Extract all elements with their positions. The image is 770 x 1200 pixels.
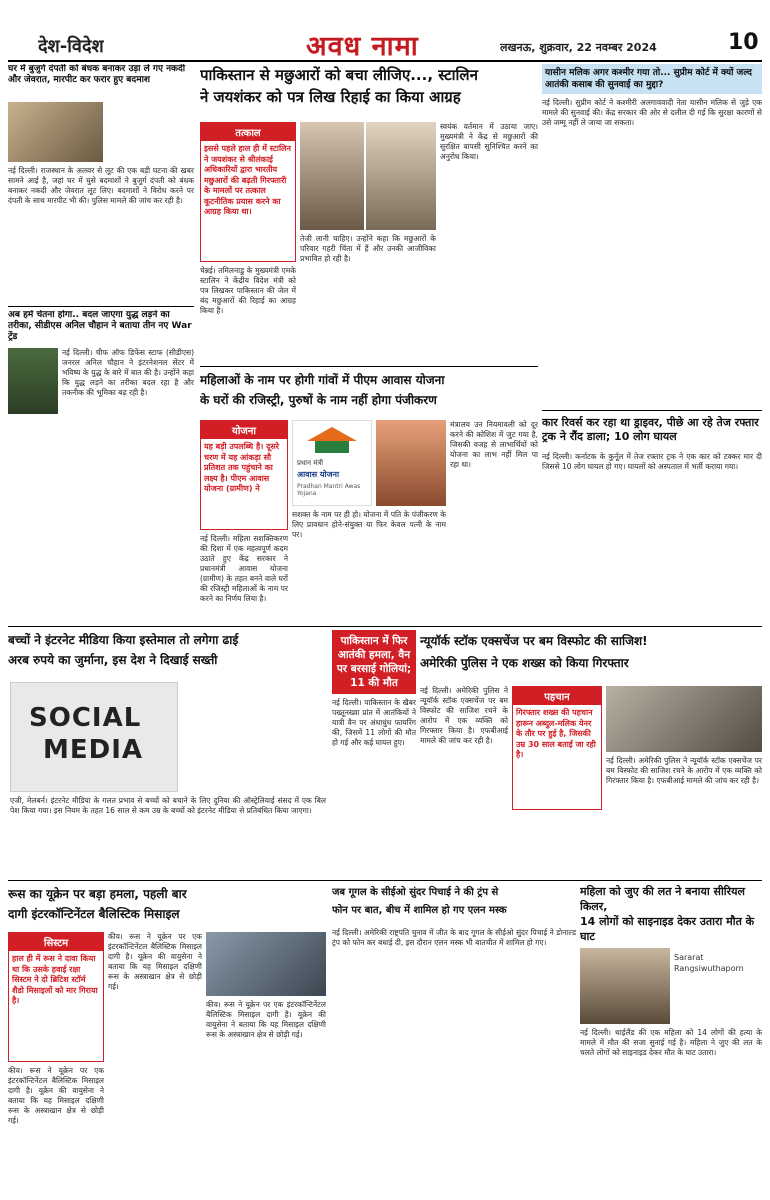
stalin-headline-line2: ने जयशंकर को पत्र लिख रिहाई का किया आग्रह: [200, 88, 461, 106]
missile-body-2: कीव। रूस ने यूक्रेन पर एक इंटरकॉन्टिनेंटल बैलिस्टिक मिसाइल दागी है। यूक्रेन की वायुसेना ने बताया कि यह मिसाइल दक्षिणी रूस के अस्त्राखान क्षेत्र से छोड़ी गई।: [108, 932, 202, 991]
yojana-pullquote: यह बड़ी उपलब्धि है। दूसरे चरण में यह आंकड़ा सौ प्रतिशत तक पहुंचाने का लक्ष्य है। पीएम आवास योजना (ग्रामीण) ने: [204, 442, 280, 493]
yojana-pullquote-box: [200, 420, 288, 530]
missile-pullquote: हाल ही में रूस ने दावा किया था कि उसके हवाई रक्षा सिस्टम ने दो ब्रिटिश स्टॉर्म शैडो मिसाइलों को मार गिराया है।: [12, 954, 98, 1005]
masthead: [8, 6, 762, 60]
yojana-photo: [376, 420, 446, 506]
social-headline: [8, 630, 328, 678]
nyse-headline: [420, 630, 762, 682]
nyse-headline-line2: अमेरिकी पुलिस ने एक शख्स को किया गिरफ्तार: [420, 656, 629, 670]
story-robbery-body: नई दिल्ली। राजस्थान के अलवर से लूट की एक बड़ी घटना की खबर सामने आई है, जहां घर में घुसे बदमाशों ने बुजुर्ग दंपती को बंधक बनाकर नकदी और जेवरात लूट लिए। बदमाशों ने विरोध करने पर दंपती के साथ मारपीट भी की। पुलिस मामले की जांच कर रही है।: [8, 166, 194, 205]
social-headline-line1: बच्चों ने इंटरनेट मीडिया किया इस्तेमाल तो लगेगा ढाई: [8, 633, 239, 647]
missile-body: कीव। रूस ने यूक्रेन पर एक इंटरकॉन्टिनेंटल बैलिस्टिक मिसाइल दागी है। यूक्रेन की वायुसेना ने बताया कि यह मिसाइल दक्षिणी रूस के अस्त्राखान क्षेत्र से छोड़ी गई।: [8, 1066, 104, 1125]
divider: [8, 306, 194, 307]
yojana-logo: [292, 420, 372, 506]
nyse-pullquote: गिरफ्तार शख्स की पहचान हारून अब्दुल-मलिक येनर के तौर पर हुई है, जिसकी उम्र 30 साल बताई जा रही है।: [516, 708, 596, 759]
pak-attack-body: नई दिल्ली। पाकिस्तान के खैबर पख्तूनख्वा प्रांत में आतंकियों ने यात्री वैन पर अंधाधुंध फायरिंग की, जिसमें 11 लोगों की मौत हो गई और कई घायल हुए।: [332, 698, 416, 747]
missile-tag: सिस्टम: [9, 933, 103, 951]
yojana-headline-line2: के घरों की रजिस्ट्री, पुरुषों के नाम नहीं होगा पंजीकरण: [200, 393, 437, 407]
google-headline: [332, 884, 576, 926]
yasin-headline: यासीन मलिक अगर कश्मीर गया तो... सुप्रीम कोर्ट में क्यों जल्द आतंकी कसाब की सुनवाई का मुद्दा?: [542, 64, 762, 94]
killer-body: नई दिल्ली। थाईलैंड की एक महिला को 14 लोगों की हत्या के मामले में मौत की सजा सुनाई गई है। महिला ने जुए की लत के चलते लोगों को साइनाइड देकर मौत के घाट उतारा।: [580, 1028, 762, 1057]
stalin-headline: [200, 64, 540, 114]
logo-line3: Pradhan Mantri Awas Yojana: [297, 483, 361, 497]
section-title: देश-विदेश: [38, 36, 104, 57]
divider: [200, 366, 538, 367]
truck-headline: कार रिवर्स कर रहा था ड्राइवर, पीछे आ रहे तेज रफ्तार ट्रक ने रौंद डाला; 10 लोग घायल: [542, 416, 759, 443]
yojana-headline: [200, 370, 538, 414]
pak-attack-story: [332, 630, 416, 876]
masthead-rule: [8, 60, 762, 62]
missile-pullquote-box: [8, 932, 104, 1062]
yojana-tag: योजना: [201, 421, 287, 439]
house-icon: [307, 427, 357, 453]
cds-photo: [8, 348, 58, 414]
date-line: लखनऊ, शुक्रवार, 22 नवम्बर 2024: [500, 41, 657, 54]
social-image-text1: SOCIAL: [29, 703, 142, 733]
story-cds: [8, 310, 194, 620]
nyse-headline-line1: न्यूयॉर्क स्टॉक एक्सचेंज पर बम विस्फोट की साजिश!: [420, 634, 648, 648]
yojana-body-1: नई दिल्ली। महिला सशक्तिकरण की दिशा में एक महत्वपूर्ण कदम उठाते हुए केंद्र सरकार ने प्रधानमंत्री आवास योजना (ग्रामीण) के तहत बनने वाले घरों की रजिस्ट्री महिलाओं के नाम पर करने का निर्णय लिया है।: [200, 534, 288, 603]
story-robbery-headline: घर में बुजुर्ग दंपती को बंधक बनाकर उड़ा ले गए नकदी और जेवरात, मारपीट कर फरार हुए बदमाश: [8, 64, 186, 85]
stalin-body-3: स्वयंक वर्तमान में उठाया जाए। मुख्यमंत्री ने केंद्र से मछुआरों की सुरक्षित वापसी सुनिश्चित करने का अनुरोध किया।: [440, 122, 538, 161]
social-headline-line2: अरब रुपये का जुर्माना, इस देश ने दिखाई सख्ती: [8, 653, 218, 667]
stalin-pullquote: इससे पहले हाल ही में स्टालिन ने जयशंकर से श्रीलंकाई अधिकारियों द्वारा भारतीय मछुआरों की बढ़ती गिरफ्तारी के मामलों पर तत्काल कूटनीतिक प्रयास करने का आग्रह किया था।: [204, 144, 291, 216]
google-headline-line1: जब गूगल के सीईओ सुंदर पिचाई ने की ट्रंप से: [332, 887, 499, 898]
robbery-photo: [8, 102, 103, 162]
nyse-photo: [606, 686, 762, 752]
pak-attack-headline: पाकिस्तान में फिर आतंकी हमला, वैन पर बरसाई गोलियां; 11 की मौत: [332, 630, 416, 694]
story-cds-body: नई दिल्ली। चीफ ऑफ डिफेंस स्टाफ (सीडीएस) जनरल अनिल चौहान ने इंटरनेशनल सेंटर में भविष्य के युद्ध के बारे में बात की है। उन्होंने कहा कि युद्ध लड़ने का तरीका बदल रहा है और तकनीक की भूमिका बढ़ रही है।: [62, 348, 194, 397]
logo-line2: आवास योजना: [297, 470, 340, 479]
killer-headline-line1: महिला को जुए की लत ने बनाया सीरियल किलर,: [580, 885, 745, 913]
missile-headline: [8, 884, 328, 928]
missile-headline-line1: रूस का यूक्रेन पर बड़ा हमला, पहली बार: [8, 887, 187, 901]
google-body: नई दिल्ली। अमेरिकी राष्ट्रपति चुनाव में जीत के बाद गूगल के सीईओ सुंदर पिचाई ने डोनाल्ड ट्रंप को फोन कर बधाई दी, इस दौरान एलन मस्क भी बातचीत में शामिल हो गए।: [332, 928, 576, 947]
social-image-text2: MEDIA: [43, 735, 144, 765]
yasin-story: [542, 64, 762, 624]
stalin-body-1: चेन्नई। तमिलनाडु के मुख्यमंत्री एमके स्टालिन ने केंद्रीय विदेश मंत्री को पत्र लिखकर पाकिस्तान की जेल में बंद मछुआरों की रिहाई का आग्रह किया है।: [200, 266, 296, 315]
missile-photo: [206, 932, 326, 996]
stalin-pullquote-box: [200, 122, 296, 262]
killer-headline-line2: 14 लोगों को साइनाइड देकर उतारा मौत के घाट: [580, 915, 755, 943]
killer-headline: [580, 884, 762, 944]
truck-body: नई दिल्ली। कर्नाटक के कुर्नूल में तेज रफ्तार ट्रक ने एक कार को टक्कर मार दी जिससे 10 लोग घायल हो गए। घायलों को अस्पताल में भर्ती कराया गया।: [542, 452, 762, 471]
divider: [8, 880, 762, 881]
yojana-body-2: सशक्त के नाम पर ही हो। योजना में पति के पंजीकरण के लिए प्रावधान होने-संयुक्त या फिर केवल पत्नी के नाम पर।: [292, 510, 446, 539]
yojana-headline-line1: महिलाओं के नाम पर होगी गांवों में पीएम आवास योजना: [200, 373, 445, 387]
stalin-headline-line1: पाकिस्तान से मछुआरों को बचा लीजिए..., स्टालिन: [200, 66, 478, 84]
stalin-photo: [300, 122, 364, 230]
social-media-image: [10, 682, 178, 792]
social-body: एजी, मेलबर्न। इंटरनेट मीडिया के गलत प्रभाव से बच्चों को बचाने के लिए दुनिया की ऑस्ट्रेलियाई संसद में एक बिल पेश किया गया। इस नियम के तहत 16 साल से कम उम्र के बच्चों को इंटरनेट मीडिया से प्रतिबंधित किया जाएगा।: [10, 796, 326, 815]
stalin-tag: तत्काल: [201, 123, 295, 141]
missile-body-3: कीव। रूस ने यूक्रेन पर एक इंटरकॉन्टिनेंटल बैलिस्टिक मिसाइल दागी है। यूक्रेन की वायुसेना ने बताया कि यह मिसाइल दक्षिणी रूस के अस्त्राखान क्षेत्र से छोड़ी गई।: [206, 1000, 326, 1039]
jaishankar-photo: [366, 122, 436, 230]
killer-name-caption: Sararat Rangsiwuthaporn: [674, 953, 744, 973]
nyse-pullquote-box: [512, 686, 602, 810]
nyse-body: नई दिल्ली। अमेरिकी पुलिस ने न्यूयॉर्क स्टॉक एक्सचेंज पर बम विस्फोट की साजिश रचने के आरोप में एक व्यक्ति को गिरफ्तार किया है। एफबीआई मामले की जांच कर रही है।: [420, 686, 508, 745]
google-headline-line2: फोन पर बात, बीच में शामिल हो गए एलन मस्क: [332, 905, 507, 916]
nyse-body-2: नई दिल्ली। अमेरिकी पुलिस ने न्यूयॉर्क स्टॉक एक्सचेंज पर बम विस्फोट की साजिश रचने के आरोप में एक व्यक्ति को गिरफ्तार किया है। एफबीआई मामले की जांच कर रही है।: [606, 756, 762, 785]
logo-line1: प्रधान मंत्री: [297, 459, 324, 467]
yojana-body-3: मंत्रालय उन नियमावली को दूर करने की कोशिश में जुट गया है, जिसकी वजह से लाभार्थियों को योजना का लाभ नहीं मिल पा रहा था।: [450, 420, 538, 469]
story-robbery: [8, 64, 194, 304]
page-number: 10: [728, 30, 759, 55]
killer-photo: [580, 948, 670, 1024]
newspaper-logo: अवध नामा: [306, 31, 419, 60]
missile-headline-line2: दागी इंटरकॉन्टिनेंटल बैलिस्टिक मिसाइल: [8, 907, 180, 921]
divider: [542, 410, 762, 411]
nyse-tag: पहचान: [513, 687, 601, 705]
yasin-body: नई दिल्ली। सुप्रीम कोर्ट ने कश्मीरी अलगाववादी नेता यासीन मलिक से जुड़े एक मामले की सुनवाई की। केंद्र सरकार की ओर से दलील दी गई कि सुरक्षा कारणों से उसे जम्मू नहीं ले जाया जा सकता।: [542, 98, 762, 127]
stalin-body-2: तेजी लानी चाहिए। उन्होंने कहा कि मछुआरों के परिवार गहरी चिंता में हैं और उनकी आजीविका प्रभावित हो रही है।: [300, 234, 436, 263]
story-cds-headline: अब हमें चेतना होगा.. बदल जाएगा युद्ध लड़ने का तरीका, सीडीएस अनिल चौहान ने बताया तीन नए War ट्रेंड: [8, 310, 192, 342]
divider: [8, 626, 762, 627]
